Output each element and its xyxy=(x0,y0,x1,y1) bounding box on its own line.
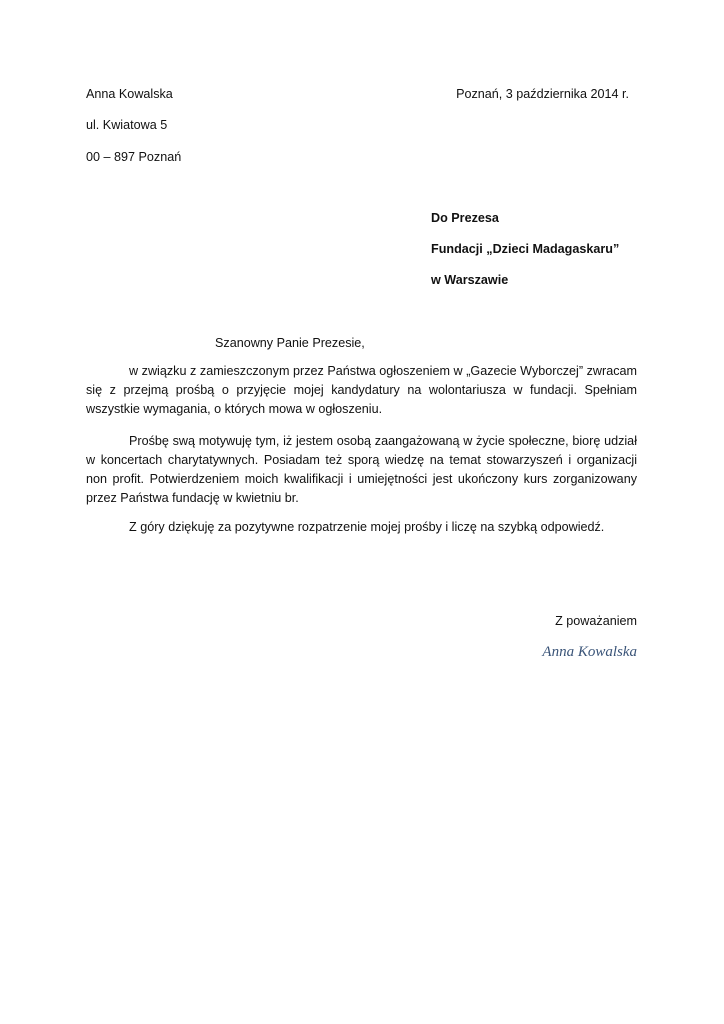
recipient-line-3: w Warszawie xyxy=(431,273,509,287)
sender-street: ul. Kwiatowa 5 xyxy=(86,118,168,132)
place-date: Poznań, 3 października 2014 r. xyxy=(456,87,629,101)
sender-city: 00 – 897 Poznań xyxy=(86,150,182,164)
recipient-line-1: Do Prezesa xyxy=(431,211,499,225)
body-paragraph-1: w związku z zamieszczonym przez Państwa ogłoszeniem w „Gazecie Wyborczej” zwracam się z przejmą prośbą o przyjęcie mojej kandydatury na wolontariusza w fundacji. Spełniam wszystkie wymagania, o których mowa w ogłoszeniu. xyxy=(86,364,637,416)
body-paragraph-3: Z góry dziękuję za pozytywne rozpatrzenie mojej prośby i liczę na szybką odpowiedź. xyxy=(129,520,605,534)
body-paragraph-2: Prośbę swą motywuję tym, iż jestem osobą zaangażowaną w życie społeczne, biorę udział w koncertach charytatywnych. Posiadam też sporą wiedzę na temat stowarzyszeń i organizacji non profit. Potwierdzeniem moich kwalifikacji i umiejętności jest ukończony kurs zorganizowany przez Państwa fundację w kwietniu br. xyxy=(86,434,637,505)
recipient-line-2: Fundacji „Dzieci Madagaskaru” xyxy=(431,242,620,256)
closing: Z poważaniem xyxy=(555,614,637,628)
signature: Anna Kowalska xyxy=(542,644,637,660)
sender-name: Anna Kowalska xyxy=(86,87,173,101)
salutation: Szanowny Panie Prezesie, xyxy=(215,336,365,350)
